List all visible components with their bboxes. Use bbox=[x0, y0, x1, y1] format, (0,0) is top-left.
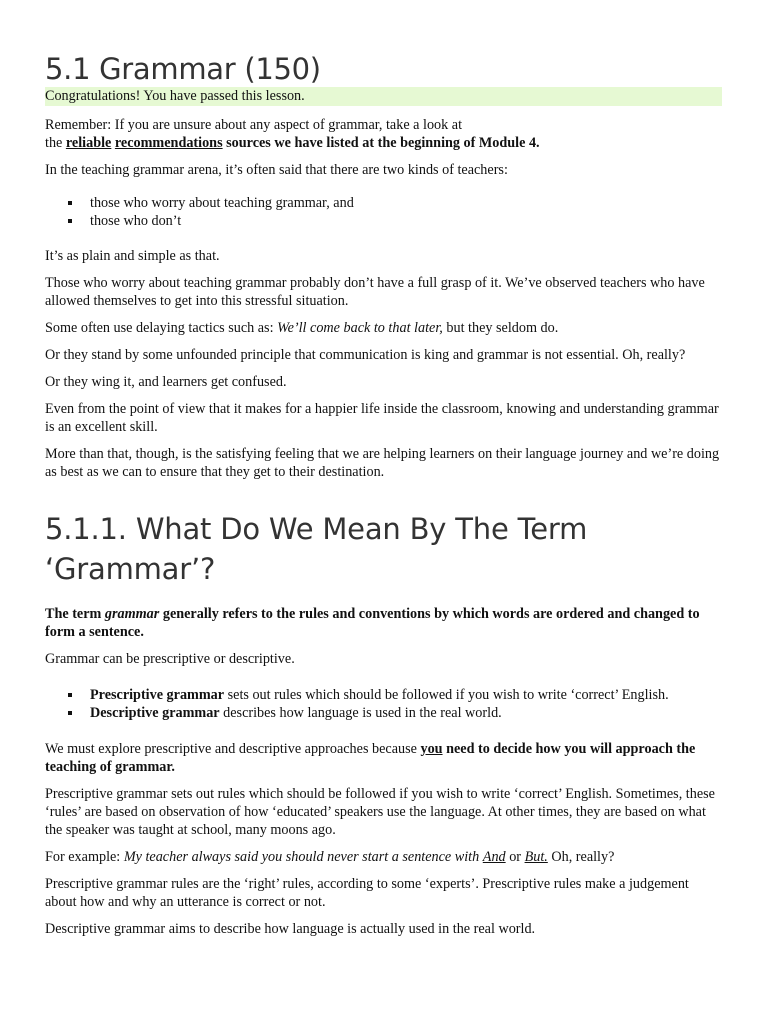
explore-pre: We must explore prescriptive and descriptive approaches because bbox=[45, 741, 417, 757]
example-and: And bbox=[482, 849, 506, 865]
plain-paragraph: It’s as plain and simple as that. bbox=[45, 248, 220, 264]
happier-paragraph: Even from the point of view that it makes for a happier life inside the classroom, knowing and understanding grammar is an excellent skill. bbox=[45, 401, 719, 435]
type-desc: describes how language is used in the real world. bbox=[223, 705, 502, 721]
explore-paragraph bbox=[45, 740, 722, 776]
remember-the: the bbox=[45, 135, 63, 151]
def-post: generally refers to the rules and conventions by which words are ordered and changed to form a sentence. bbox=[45, 606, 700, 640]
example-or: or bbox=[509, 849, 522, 865]
definition-paragraph bbox=[45, 605, 722, 641]
delay-paragraph bbox=[45, 319, 722, 337]
prescriptive-paragraph: Prescriptive grammar sets out rules which should be followed if you wish to write ‘correct’ English. Sometimes, these ‘rules’ are based on observation of how ‘educated’ speakers use the language. At other times, they are based on what the speaker was taught at school, many moons ago. bbox=[45, 786, 715, 838]
list-item bbox=[45, 686, 722, 704]
section-title: 5.1.1. What Do We Mean By The Term ‘Grammar’? bbox=[45, 512, 588, 586]
example-quote: My teacher always said you should never start a sentence with bbox=[123, 849, 480, 865]
type-term: Descriptive grammar bbox=[90, 705, 220, 721]
wing-paragraph: Or they wing it, and learners get confused. bbox=[45, 374, 287, 390]
example-post: Oh, really? bbox=[551, 849, 615, 865]
list-item: those who worry about teaching grammar, and bbox=[45, 194, 722, 212]
example-paragraph bbox=[45, 848, 722, 866]
remember-rest: sources we have listed at the beginning of Module 4. bbox=[226, 135, 540, 151]
satisfying-paragraph: More than that, though, is the satisfying feeling that we are helping learners on their language journey and we’re doing as best as we can to ensure that they get to their destination. bbox=[45, 446, 720, 480]
explore-you: you bbox=[420, 741, 443, 757]
list-item bbox=[45, 704, 722, 722]
example-pre: For example: bbox=[45, 849, 121, 865]
recommendations-link[interactable]: recommendations bbox=[114, 135, 223, 151]
list-item: those who don’t bbox=[45, 212, 722, 230]
remember-paragraph bbox=[45, 116, 722, 152]
reliable-link[interactable]: reliable bbox=[65, 135, 112, 151]
explore-post: need to decide how you will approach the teaching of grammar. bbox=[45, 741, 696, 775]
delay-post: but they seldom do. bbox=[446, 320, 559, 336]
intro-paragraph: In the teaching grammar arena, it’s often said that there are two kinds of teachers: bbox=[45, 162, 508, 178]
example-but: But. bbox=[524, 849, 548, 865]
delay-quote: We’ll come back to that later, bbox=[277, 320, 443, 336]
types-list bbox=[45, 686, 722, 722]
worry-paragraph: Those who worry about teaching grammar probably don’t have a full grasp of it. We’ve observed teachers who have allowed themselves to get into this stressful situation. bbox=[45, 275, 705, 309]
delay-pre: Some often use delaying tactics such as: bbox=[45, 320, 274, 336]
page-title: 5.1 Grammar (150) bbox=[45, 52, 321, 86]
right-rules-paragraph: Prescriptive grammar rules are the ‘right’ rules, according to some ‘experts’. Prescriptive rules make a judgement about how and why an utterance is correct or not. bbox=[45, 876, 689, 910]
teachers-list bbox=[45, 194, 722, 230]
def-term: grammar bbox=[104, 606, 160, 622]
kinds-paragraph: Grammar can be prescriptive or descriptive. bbox=[45, 651, 295, 667]
principle-paragraph: Or they stand by some unfounded principle that communication is king and grammar is not essential. Oh, really? bbox=[45, 347, 686, 363]
def-pre: The term bbox=[45, 606, 102, 622]
type-term: Prescriptive grammar bbox=[90, 687, 225, 703]
descriptive-paragraph: Descriptive grammar aims to describe how language is actually used in the real world. bbox=[45, 921, 536, 937]
success-banner: Congratulations! You have passed this lesson. bbox=[45, 87, 722, 106]
remember-line1: Remember: If you are unsure about any aspect of grammar, take a look at bbox=[45, 117, 463, 133]
type-desc: sets out rules which should be followed if you wish to write ‘correct’ English. bbox=[227, 687, 669, 703]
